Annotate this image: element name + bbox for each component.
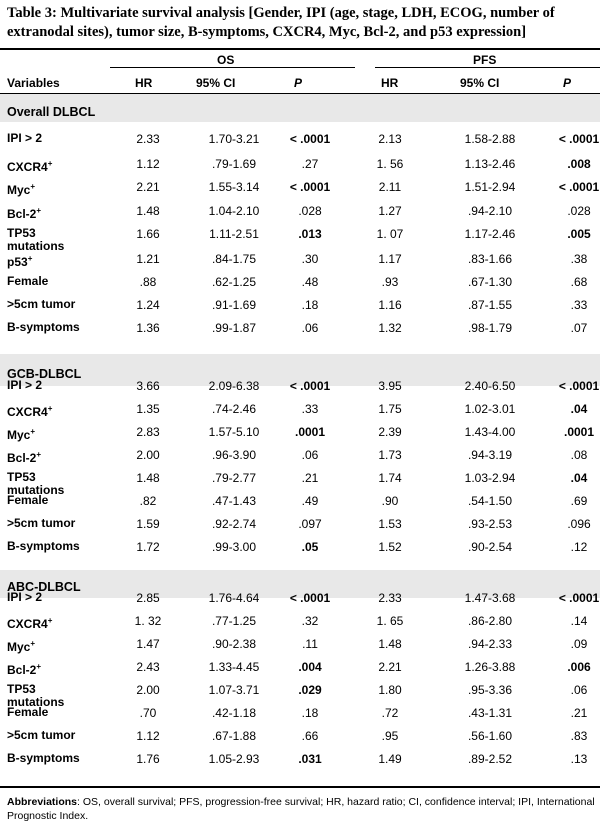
cell-pfs-ci: 1.03-2.94 [464,471,516,485]
section-title: ABC-DLBCL [7,580,81,594]
cell-pfs-hr: 2.39 [378,425,402,439]
cell-pfs-hr: 1.74 [378,471,402,485]
row-label-sup: + [47,616,53,625]
pfs-underline [375,67,600,68]
cell-os-hr: 1.12 [136,729,160,743]
cell-os-p: .0001 [294,425,326,439]
cell-os-hr: 1.66 [136,227,160,241]
cell-pfs-ci: 2.40-6.50 [464,379,516,393]
cell-pfs-ci: .98-1.79 [467,321,513,335]
cell-os-ci: .77-1.25 [211,614,257,628]
cell-pfs-hr: 1.16 [378,298,402,312]
row-label-text: >5cm tumor [7,516,76,530]
row-label-text: IPI > 2 [7,590,43,604]
row-label-text: p53 [7,255,28,269]
row-label [7,157,52,174]
row-label-text: Myc [7,428,31,442]
cell-pfs-ci: .54-1.50 [467,494,513,508]
row-label [7,706,48,719]
cell-os-p: < .0001 [289,379,331,393]
cell-pfs-ci: 1.47-3.68 [464,591,516,605]
pfs-header: PFS [473,53,497,67]
row-label-text: Myc [7,183,31,197]
cell-os-hr: 1.72 [136,540,160,554]
cell-os-p: .06 [301,448,319,462]
cell-os-hr: 1.48 [136,204,160,218]
cell-os-ci: 1.70-3.21 [208,132,260,146]
row-label-text: Bcl-2 [7,207,37,221]
cell-pfs-p: < .0001 [558,132,600,146]
row-label-text-2: mutations [7,695,65,709]
cell-pfs-hr: 2.13 [378,132,402,146]
cell-pfs-hr: 1.52 [378,540,402,554]
cell-pfs-ci: 1.02-3.01 [464,402,516,416]
cell-os-hr: 1. 32 [134,614,162,628]
cell-os-ci: 1.76-4.64 [208,591,260,605]
cell-pfs-hr: 1.49 [378,752,402,766]
row-label-text: Female [7,705,49,719]
row-label-sup: + [30,639,36,648]
cell-os-hr: 1.35 [136,402,160,416]
cell-os-ci: .91-1.69 [211,298,257,312]
cell-os-hr: 2.00 [136,683,160,697]
cell-os-hr: .70 [139,706,157,720]
cell-os-hr: 2.33 [136,132,160,146]
row-label-sup: + [47,159,53,168]
row-label [7,275,48,288]
os-p-header: P [294,76,303,90]
cell-os-hr: 1.12 [136,157,160,171]
cell-pfs-hr: 1. 56 [376,157,404,171]
row-label-text: Female [7,493,49,507]
section-title: GCB-DLBCL [7,367,82,381]
cell-pfs-ci: .89-2.52 [467,752,513,766]
row-label-sup: + [36,662,42,671]
cell-os-ci: .90-2.38 [211,637,257,651]
row-label-text-2: mutations [7,483,65,497]
cell-os-ci: 1.11-2.51 [209,227,259,241]
cell-pfs-p: .38 [570,252,588,266]
cell-pfs-hr: 2.33 [378,591,402,605]
cell-os-hr: 3.66 [136,379,160,393]
cell-pfs-ci: .56-1.60 [467,729,513,743]
cell-pfs-p: .04 [570,402,588,416]
row-label [7,448,41,465]
row-label-text: Female [7,274,49,288]
cell-pfs-ci: .93-2.53 [467,517,513,531]
row-label [7,614,52,631]
cell-os-ci: .42-1.18 [211,706,257,720]
row-label-text: IPI > 2 [7,378,43,392]
cell-pfs-p: .0001 [563,425,595,439]
cell-pfs-p: < .0001 [558,180,600,194]
abbreviations-text: : OS, overall survival; PFS, progression-free survival; HR, hazard ratio; CI, confidence interval; IPI, International Prognostic Index. [7,796,595,822]
row-label-sup: + [36,206,42,215]
pfs-ci-header: 95% CI [460,76,500,90]
cell-os-ci: .47-1.43 [211,494,257,508]
cell-os-p: .49 [301,494,319,508]
cell-pfs-ci: 1.13-2.46 [464,157,516,171]
cell-pfs-ci: 1.51-2.94 [464,180,516,194]
row-label-text: IPI > 2 [7,131,43,145]
row-label-text: TP53 [7,226,36,240]
cell-pfs-p: .09 [570,637,588,651]
cell-os-p: .013 [298,227,322,241]
cell-pfs-ci: .94-3.19 [467,448,513,462]
cell-pfs-p: .14 [570,614,588,628]
cell-pfs-p: .33 [570,298,588,312]
row-label-sup: + [30,182,36,191]
top-rule [0,48,600,50]
cell-pfs-p: .06 [570,683,588,697]
cell-os-hr: 1.21 [136,252,160,266]
pfs-hr-header: HR [381,76,399,90]
cell-pfs-hr: 1. 65 [376,614,404,628]
cell-os-p: < .0001 [289,132,331,146]
cell-pfs-p: < .0001 [558,591,600,605]
row-label-text: TP53 [7,470,36,484]
cell-pfs-hr: 1.75 [378,402,402,416]
cell-os-hr: .88 [139,275,157,289]
abbreviations-label: Abbreviations [7,796,78,808]
cell-pfs-ci: .95-3.36 [467,683,513,697]
cell-os-ci: 1.57-5.10 [208,425,260,439]
cell-os-ci: 1.33-4.45 [208,660,260,674]
cell-pfs-ci: .83-1.66 [467,252,513,266]
cell-os-ci: 2.09-6.38 [208,379,260,393]
row-label [7,494,48,507]
row-label [7,321,80,334]
cell-os-p: .028 [298,204,322,218]
cell-os-hr: 1.59 [136,517,160,531]
row-label-text: TP53 [7,682,36,696]
row-label [7,637,35,654]
row-label [7,425,35,442]
row-label-text-2: mutations [7,239,65,253]
cell-pfs-p: .69 [570,494,588,508]
abbreviations [7,795,597,823]
cell-pfs-ci: .90-2.54 [467,540,513,554]
cell-pfs-hr: 1.73 [378,448,402,462]
os-ci-header: 95% CI [196,76,236,90]
cell-pfs-hr: 2.21 [378,660,402,674]
cell-os-ci: 1.04-2.10 [208,204,260,218]
row-label-text: Bcl-2 [7,663,37,677]
cell-os-p: .27 [301,157,319,171]
cell-os-hr: 2.85 [136,591,160,605]
cell-os-p: .30 [301,252,319,266]
cell-os-hr: 1.24 [136,298,160,312]
row-label-sup: + [36,450,42,459]
cell-pfs-p: .12 [570,540,588,554]
row-label-sup: + [27,254,33,263]
row-label-text: CXCR4 [7,405,48,419]
cell-pfs-p: .68 [570,275,588,289]
row-label [7,252,32,269]
cell-os-p: .18 [301,706,319,720]
cell-os-p: .06 [301,321,319,335]
cell-os-ci: .79-2.77 [211,471,257,485]
row-label [7,517,75,530]
row-label [7,204,41,221]
cell-pfs-hr: 1.32 [378,321,402,335]
cell-pfs-p: .005 [567,227,591,241]
cell-pfs-p: < .0001 [558,379,600,393]
row-label-sup: + [47,404,53,413]
cell-os-ci: .99-1.87 [211,321,257,335]
cell-os-hr: 1.48 [136,471,160,485]
cell-pfs-ci: 1.17-2.46 [464,227,516,241]
cell-pfs-p: .006 [567,660,591,674]
cell-pfs-ci: .87-1.55 [467,298,513,312]
row-label [7,660,41,677]
cell-os-ci: .96-3.90 [211,448,257,462]
cell-pfs-hr: .95 [381,729,399,743]
cell-pfs-p: .08 [570,448,588,462]
row-label-text: CXCR4 [7,160,48,174]
cell-pfs-ci: .43-1.31 [467,706,513,720]
cell-pfs-p: .83 [570,729,588,743]
os-hr-header: HR [135,76,153,90]
cell-pfs-p: .04 [570,471,588,485]
row-label-text: CXCR4 [7,617,48,631]
cell-pfs-hr: 1.17 [378,252,402,266]
cell-pfs-p: .028 [567,204,591,218]
row-label [7,402,52,419]
cell-os-ci: .67-1.88 [211,729,257,743]
row-label [7,729,75,742]
row-label [7,180,35,197]
cell-os-ci: .84-1.75 [211,252,257,266]
cell-os-p: .32 [301,614,319,628]
table-title: Table 3: Multivariate survival analysis [Gender, IPI (age, stage, LDH, ECOG, number of extranodal sites), tumor size, B-symptoms, CXCR4, Myc, Bcl-2, and p53 expression] [7,5,555,40]
cell-pfs-hr: 1. 07 [376,227,404,241]
row-label-text: B-symptoms [7,751,80,765]
cell-os-ci: .62-1.25 [211,275,257,289]
cell-pfs-ci: .94-2.10 [467,204,513,218]
cell-pfs-ci: .94-2.33 [467,637,513,651]
row-label-text: B-symptoms [7,320,80,334]
cell-pfs-p: .008 [567,157,591,171]
cell-pfs-ci: .67-1.30 [467,275,513,289]
cell-os-ci: 1.07-3.71 [208,683,260,697]
row-label [7,752,80,765]
cell-os-hr: 2.43 [136,660,160,674]
cell-os-hr: 1.36 [136,321,160,335]
cell-os-p: .097 [298,517,322,531]
row-label [7,379,42,392]
row-label [7,591,42,604]
row-label-text: B-symptoms [7,539,80,553]
cell-pfs-p: .096 [567,517,591,531]
cell-os-ci: 1.55-3.14 [208,180,260,194]
row-label-text: >5cm tumor [7,728,76,742]
os-header: OS [217,53,235,67]
cell-os-p: .05 [301,540,319,554]
row-label [7,132,42,145]
cell-pfs-p: .07 [570,321,588,335]
cell-os-p: .33 [301,402,319,416]
cell-pfs-hr: 1.27 [378,204,402,218]
cell-os-ci: .79-1.69 [211,157,257,171]
cell-pfs-ci: 1.58-2.88 [464,132,516,146]
cell-os-p: .029 [298,683,322,697]
cell-os-p: .48 [301,275,319,289]
row-label-text: Bcl-2 [7,451,37,465]
cell-os-hr: 2.21 [136,180,160,194]
row-label [7,298,75,311]
cell-os-p: .031 [298,752,322,766]
cell-os-hr: 1.76 [136,752,160,766]
cell-os-p: .21 [301,471,319,485]
cell-pfs-ci: .86-2.80 [467,614,513,628]
cell-pfs-hr: 1.53 [378,517,402,531]
cell-os-ci: .74-2.46 [211,402,257,416]
cell-os-ci: .99-3.00 [211,540,257,554]
cell-pfs-hr: .93 [381,275,399,289]
cell-os-hr: .82 [139,494,157,508]
cell-os-p: .66 [301,729,319,743]
row-label-text: Myc [7,640,31,654]
cell-pfs-hr: .72 [381,706,399,720]
cell-os-p: .11 [302,637,318,651]
cell-os-p: .004 [298,660,322,674]
cell-pfs-hr: 1.80 [378,683,402,697]
cell-os-ci: 1.05-2.93 [208,752,260,766]
cell-os-p: .18 [301,298,319,312]
cell-os-hr: 2.83 [136,425,160,439]
pfs-p-header: P [563,76,572,90]
cell-os-ci: .92-2.74 [211,517,257,531]
cell-pfs-p: .13 [570,752,588,766]
row-label [7,540,80,553]
cell-os-hr: 2.00 [136,448,160,462]
cell-pfs-ci: 1.26-3.88 [464,660,516,674]
row-label [7,227,64,253]
cell-pfs-ci: 1.43-4.00 [464,425,516,439]
cell-pfs-hr: 2.11 [378,180,402,194]
section-title: Overall DLBCL [7,105,96,119]
row-label-sup: + [30,427,36,436]
cell-os-p: < .0001 [289,180,331,194]
cell-pfs-hr: 3.95 [378,379,402,393]
cell-os-hr: 1.47 [136,637,160,651]
os-underline [110,67,355,68]
row-label-text: >5cm tumor [7,297,76,311]
cell-os-p: < .0001 [289,591,331,605]
cell-pfs-p: .21 [570,706,588,720]
bottom-rule [0,786,600,788]
cell-pfs-hr: .90 [381,494,399,508]
cell-pfs-hr: 1.48 [378,637,402,651]
variables-header: Variables [7,76,60,90]
